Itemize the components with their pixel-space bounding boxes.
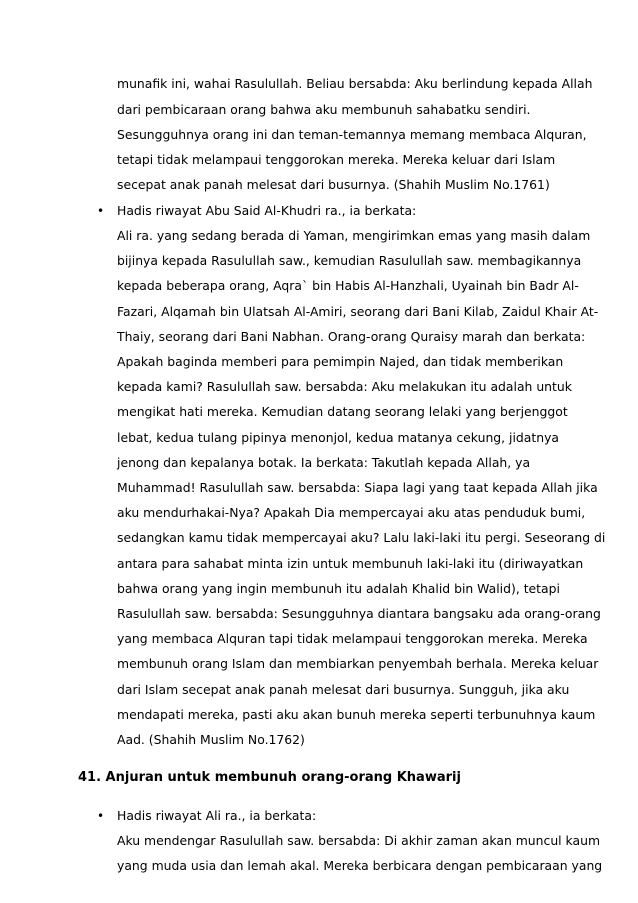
text-line: jenong dan kepalanya botak. Ia berkata: Takutlah kepada Allah, ya [117, 455, 531, 470]
text-line: Sesungguhnya orang ini dan teman-temannya memang membaca Alquran, [117, 127, 587, 142]
text-line: secepat anak panah melesat dari busurnya. (Shahih Muslim No.1761) [117, 177, 550, 192]
text-line: yang muda usia dan lemah akal. Mereka berbicara dengan pembicaraan yang [117, 858, 603, 873]
text-line: kepada kami? Rasulullah saw. bersabda: Aku melakukan itu adalah untuk [117, 379, 572, 394]
text-line: antara para sahabat minta izin untuk membunuh laki-laki itu (diriwayatkan [117, 556, 584, 571]
text-line: Ali ra. yang sedang berada di Yaman, mengirimkan emas yang masih dalam [117, 228, 591, 243]
text-line: kepada beberapa orang, Aqra` bin Habis Al-Hanzhali, Uyainah bin Badr Al- [117, 278, 579, 293]
text-line: munafik ini, wahai Rasulullah. Beliau bersabda: Aku berlindung kepada Allah [117, 76, 593, 91]
text-line: yang membaca Alquran tapi tidak melampaui tenggorokan mereka. Mereka [117, 631, 588, 646]
text-line: Aad. (Shahih Muslim No.1762) [117, 732, 305, 747]
text-line: membunuh orang Islam dan membiarkan penyembah berhala. Mereka keluar [117, 656, 599, 671]
text-line: Muhammad! Rasulullah saw. bersabda: Siapa lagi yang taat kepada Allah jika [117, 480, 598, 495]
text-line: Rasulullah saw. bersabda: Sesungguhnya diantara bangsaku ada orang-orang [117, 606, 601, 621]
text-line: mendapati mereka, pasti aku akan bunuh mereka seperti terbunuhnya kaum [117, 707, 596, 722]
text-line: mengikat hati mereka. Kemudian datang seorang lelaki yang berjenggot [117, 404, 568, 419]
text-line: Thaiy, seorang dari Bani Nabhan. Orang-orang Quraisy marah dan berkata: [117, 329, 586, 344]
text-line: dari pembicaraan orang bahwa aku membunuh sahabatku sendiri. [117, 102, 531, 117]
hadith-intro: Hadis riwayat Abu Said Al-Khudri ra., ia berkata: [117, 203, 417, 218]
text-line: Apakah baginda memberi para pemimpin Najed, dan tidak memberikan [117, 354, 564, 369]
text-line: dari Islam secepat anak panah melesat dari busurnya. Sungguh, jika aku [117, 682, 570, 697]
text-line: bahwa orang yang ingin membunuh itu adalah Khalid bin Walid), tetapi [117, 581, 560, 596]
section-heading: 41. Anjuran untuk membunuh orang-orang Khawarij [78, 770, 461, 785]
bullet-marker: • [97, 204, 105, 218]
hadith-intro: Hadis riwayat Ali ra., ia berkata: [117, 808, 317, 823]
bullet-marker: • [97, 809, 105, 823]
text-line: sedangkan kamu tidak mempercayai aku? Lalu laki-laki itu pergi. Seseorang di [117, 530, 606, 545]
text-line: bijinya kepada Rasulullah saw., kemudian Rasulullah saw. membagikannya [117, 253, 582, 268]
text-line: lebat, kedua tulang pipinya menonjol, kedua matanya cekung, jidatnya [117, 430, 560, 445]
text-line: aku mendurhakai-Nya? Apakah Dia mempercayai aku atas penduduk bumi, [117, 505, 586, 520]
text-line: Fazari, Alqamah bin Ulatsah Al-Amiri, seorang dari Bani Kilab, Zaidul Khair At- [117, 304, 599, 319]
text-line: Aku mendengar Rasulullah saw. bersabda: Di akhir zaman akan muncul kaum [117, 833, 601, 848]
text-line: tetapi tidak melampaui tenggorokan mereka. Mereka keluar dari Islam [117, 152, 556, 167]
